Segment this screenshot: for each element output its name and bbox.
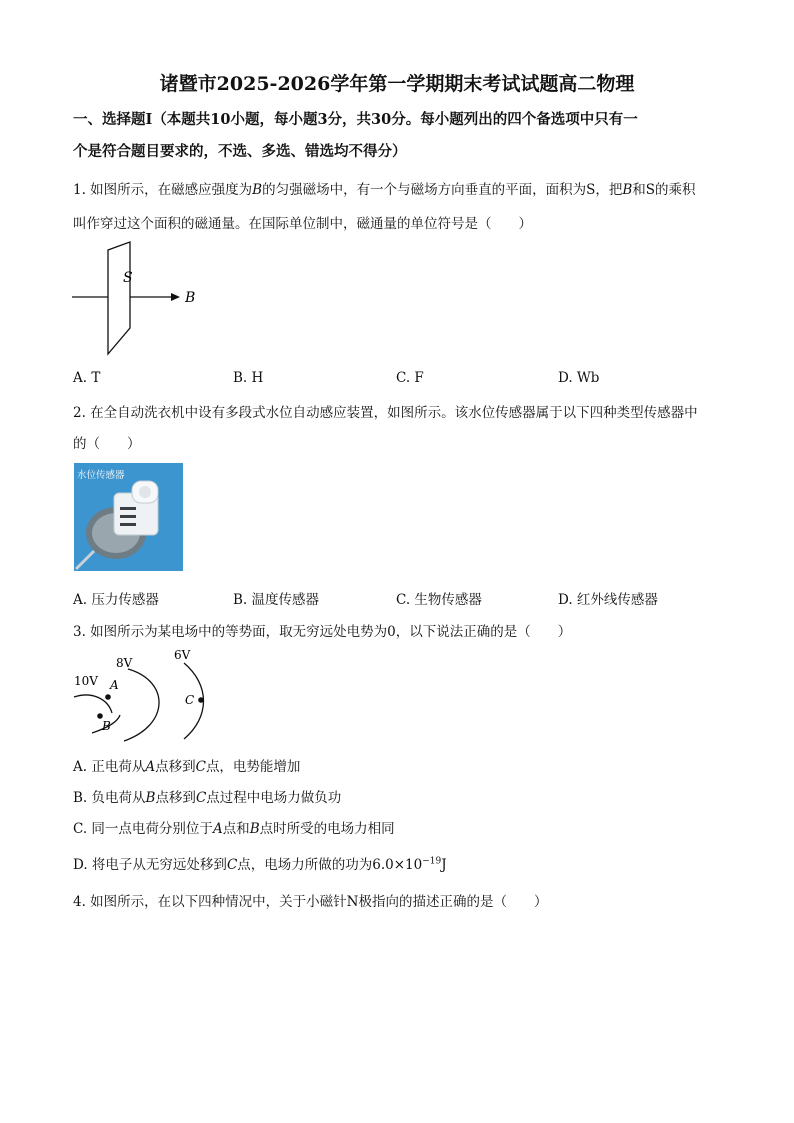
q1-text-b: 的匀强磁场中，有一个与磁场方向垂直的平面，面积为 xyxy=(262,182,587,198)
q1-label-s: S xyxy=(123,270,133,286)
q3d-text-b: 点，电场力所做的功为 xyxy=(237,857,373,873)
q1-symbol-b-2: B xyxy=(622,182,633,198)
sensor-illustration xyxy=(74,463,183,571)
section-heading-line2: 个是符合题目要求的，不选、多选、错选均不得分） xyxy=(73,143,407,160)
q3-option-d xyxy=(73,853,447,873)
q1-text-a: 1. 如图所示，在磁感应强度为 xyxy=(73,182,253,198)
q3c-point-2: B xyxy=(249,821,260,837)
q2-option-a: A. 压力传感器 xyxy=(73,592,159,608)
label-8v: 8V xyxy=(116,656,133,670)
q3b-point-2: C xyxy=(195,790,207,806)
section-heading-line1: 一、选择题Ⅰ（本题共10小题，每小题3分，共30分。每小题列出的四个备选项中只有一 xyxy=(73,111,638,128)
q3-option-b xyxy=(73,786,341,806)
label-b: B xyxy=(102,719,111,733)
q1-option-a: A. T xyxy=(73,370,101,386)
q2-stem-line2: 的（ ） xyxy=(73,436,141,452)
q1-option-c: C. F xyxy=(396,370,424,386)
q3d-exponent: −19 xyxy=(422,856,442,867)
label-a: A xyxy=(110,678,119,692)
q1-flux-figure xyxy=(70,240,210,360)
q3-option-a xyxy=(73,755,300,775)
q3d-value: 6.0×10 xyxy=(372,857,423,873)
q3b-text-a: B. 负电荷从 xyxy=(73,790,146,806)
sensor-pin-1 xyxy=(120,507,136,510)
q3-stem: 3. 如图所示为某电场中的等势面，取无穷远处电势为0，以下说法正确的是（ ） xyxy=(73,624,572,640)
q1-symbol-s: S xyxy=(586,182,596,198)
q3d-point: C xyxy=(226,857,238,873)
sensor-pin-2 xyxy=(120,515,136,518)
q1-option-d: D. Wb xyxy=(558,370,600,386)
q1-stem-line2: 叫作穿过这个面积的磁通量。在国际单位制中，磁通量的单位符号是（ ） xyxy=(73,216,532,232)
q1-stem-line1 xyxy=(73,178,696,198)
q2-option-c: C. 生物传感器 xyxy=(396,592,482,608)
label-c: C xyxy=(185,693,195,707)
q3b-text-b: 点移到 xyxy=(155,790,196,806)
page-title: 诸暨市2025-2026学年第一学期期末考试试题高二物理 xyxy=(159,73,635,95)
point-b xyxy=(97,713,103,719)
q1-option-b: B. H xyxy=(233,370,264,386)
q3b-text-c: 点过程中电场力做负功 xyxy=(206,790,342,806)
photo-label: 水位传感器 xyxy=(77,470,125,481)
label-10v: 10V xyxy=(74,674,98,688)
q3a-text-b: 点移到 xyxy=(155,759,196,775)
q2-stem-line1: 2. 在全自动洗衣机中设有多段式水位自动感应装置，如图所示。该水位传感器属于以下四种类型传感器中 xyxy=(73,405,698,421)
q1-symbol-s-2: S xyxy=(645,182,656,198)
q1-symbol-b: B xyxy=(252,182,263,198)
point-a xyxy=(105,694,111,700)
q3a-point-1: A xyxy=(145,759,156,775)
sensor-pin-3 xyxy=(120,523,136,526)
q3a-point-2: C xyxy=(195,759,206,775)
q1-plane xyxy=(108,242,130,354)
q1-label-b: B xyxy=(185,290,196,306)
q2-option-d: D. 红外线传感器 xyxy=(558,592,658,608)
q3-option-c xyxy=(73,817,395,837)
q3c-text-c: 点时所受的电场力相同 xyxy=(259,821,395,837)
q1-text-d: 和 xyxy=(632,182,646,198)
q3c-text-a: C. 同一点电荷分别位于 xyxy=(73,821,213,837)
q3d-unit: J xyxy=(441,857,447,873)
equipotential-8v xyxy=(124,669,159,741)
sensor-tube xyxy=(76,551,94,569)
label-6v: 6V xyxy=(174,648,191,662)
sensor-port xyxy=(139,486,151,498)
point-c xyxy=(198,697,204,703)
q1-text-e: 的乘积 xyxy=(655,182,696,198)
q3a-text-a: A. 正电荷从 xyxy=(73,759,146,775)
q3b-point-1: B xyxy=(145,790,156,806)
q3c-text-b: 点和 xyxy=(222,821,250,837)
water-level-sensor-photo xyxy=(74,463,183,571)
q3-equipotential-figure xyxy=(70,645,230,745)
q1-field-arrow-icon xyxy=(171,293,180,301)
q3a-text-c: 点，电势能增加 xyxy=(205,759,301,775)
q1-text-c: ，把 xyxy=(595,182,623,198)
q2-option-b: B. 温度传感器 xyxy=(233,592,320,608)
q3c-point-1: A xyxy=(212,821,223,837)
q3d-text-a: D. 将电子从无穷远处移到 xyxy=(73,857,227,873)
q4-stem: 4. 如图所示，在以下四种情况中，关于小磁针N极指向的描述正确的是（ ） xyxy=(73,894,548,910)
